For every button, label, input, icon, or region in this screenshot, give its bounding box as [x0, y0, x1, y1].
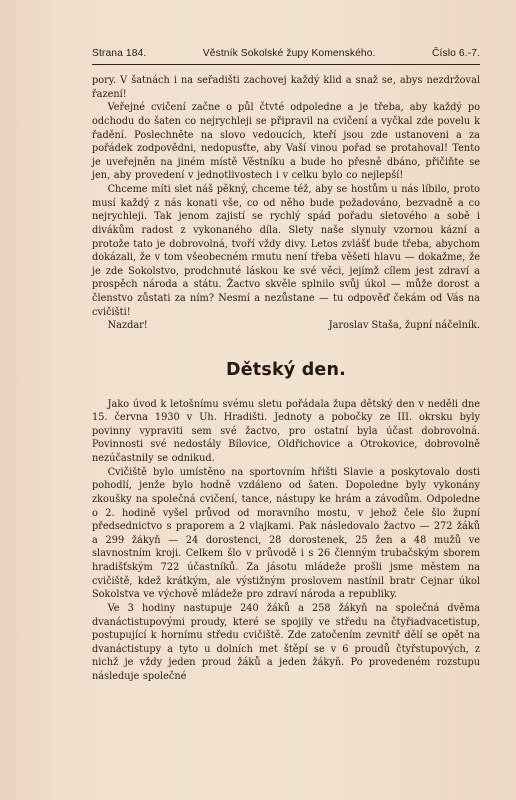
journal-title: Věstník Sokolské župy Komenského. [202, 48, 376, 59]
section-heading: Dětský den. [225, 359, 347, 380]
paragraph: Cvičiště bylo umístěno na sportovním hřišti Slavie a poskytovalo dosti pohodlí, jenže bylo hodně vzdáleno od šaten. Dopoledne byly vykonány zkoušky na společná cvičení, tance, nástupy ke hrám a závodům. Odpoledne o 2. hodině vyšel průvod od moravního mostu, v jehož čele šlo župní předsednictvo s praporem a 2 vlajkami. Pak následovalo žactvo — 272 žáků a 299 žákyň — 24 dorostenci, 28 dorostenek, 25 žen a 48 mužů ve slavnostním kroji. Celkem šlo v průvodě i s 26 členným trubačským sborem hradišťským 722 účastníků. Za jásotu mládeže prošli jsme městem na cvičiště, kdež krátkým, ale výstižným proslovem nastínil bratr Cejnar úkol Sokolstva ve výchově mládeže pro zdraví národa a republiky. [92, 466, 480, 601]
page-number: Strana 184. [92, 48, 147, 59]
issue-number: Číslo 6.-7. [431, 48, 480, 59]
paragraph: Ve 3 hodiny nastupuje 240 žáků a 258 žákyň na společná dvěma dvanáctistupovými proudy, které se spojily ve středu na čtyřiadvacetistup, postupující k hornímu středu cvičiště. Zde zatočením zevnitř dělí se opět na dvanáctistupy a tyto u dolních met štěpí se v 6 proudů čtyřstupových, z nichž je vždy jeden proud žáků a jeden žákyň. Po provedeném rozstupu následuje společné [92, 602, 480, 682]
running-header [92, 48, 480, 59]
greeting: Nazdar! [107, 320, 148, 332]
signature-line [92, 319, 480, 333]
paragraph-continuation: pory. V šatnách i na seřadišti zachovej každý klid a snaž se, abys nezdržoval řazení! [92, 75, 480, 100]
paragraph: Jako úvod k letošnímu svému sletu pořádala župa dětský den v neděli dne 15. června 1930 v Uh. Hradišti. Jednoty a pobočky ze III. okrsku byly povinny vypraviti sem své žactvo, pro ostatní byla účast dobrovolná. Povinnosti své nedostály Bílovice, Oldřichovice a Otrokovice, dobrovolně nezúčastnily se odnikud. [92, 398, 480, 464]
header-rule [92, 64, 480, 65]
paragraph: Chceme míti slet náš pěkný, chceme též, aby se hostům u nás líbilo, proto musí každý z nás konati vše, co od něho bude požadováno, bezvadně a co nejrychleji. Tak jenom zajistí se rychlý spád pořadu sletového a sobě i divákům radost z vykonaného díla. Slety naše slynuly vzornou kázní a protože tato je dobrovolná, tvoří vždy divy. Letos zvlášť bude třeba, abychom dokázali, že v tom všeobecném rmutu není třeba věšeti hlavu — dokažme, že je zde Sokolstvo, prodchnuté láskou ke své věci, jejímž cílem jest zdraví a prospěch národa a státu. Žactvo skvěle splnilo svůj úkol — může dorost a členstvo zůstati za ním? Nesmí a nezůstane — tu odpověď čekám od Vás na cvičišti! [92, 184, 480, 318]
author-signature: Jaroslav Staša, župní náčelník. [328, 320, 480, 332]
article-body [92, 74, 480, 684]
paragraph: Veřejné cvičení začne o půl čtvté odpoledne a je třeba, aby každý po odchodu do šaten co nejrychleji se připravil na cvičení a vyčkal zde povelu k řadění. Poslechněte na slovo vedoucích, kteří jsou zde ustanoveni a za pořádek zodpovědni, nedopusťte, aby Vaší vinou pořad se protahoval! Tento je uveřejněn na jiném místě Věstníku a bude ho přesně dbáno, přičiňte se jen, aby provedení v jednotlivostech i v celku bylo co nejlepší! [92, 102, 480, 182]
